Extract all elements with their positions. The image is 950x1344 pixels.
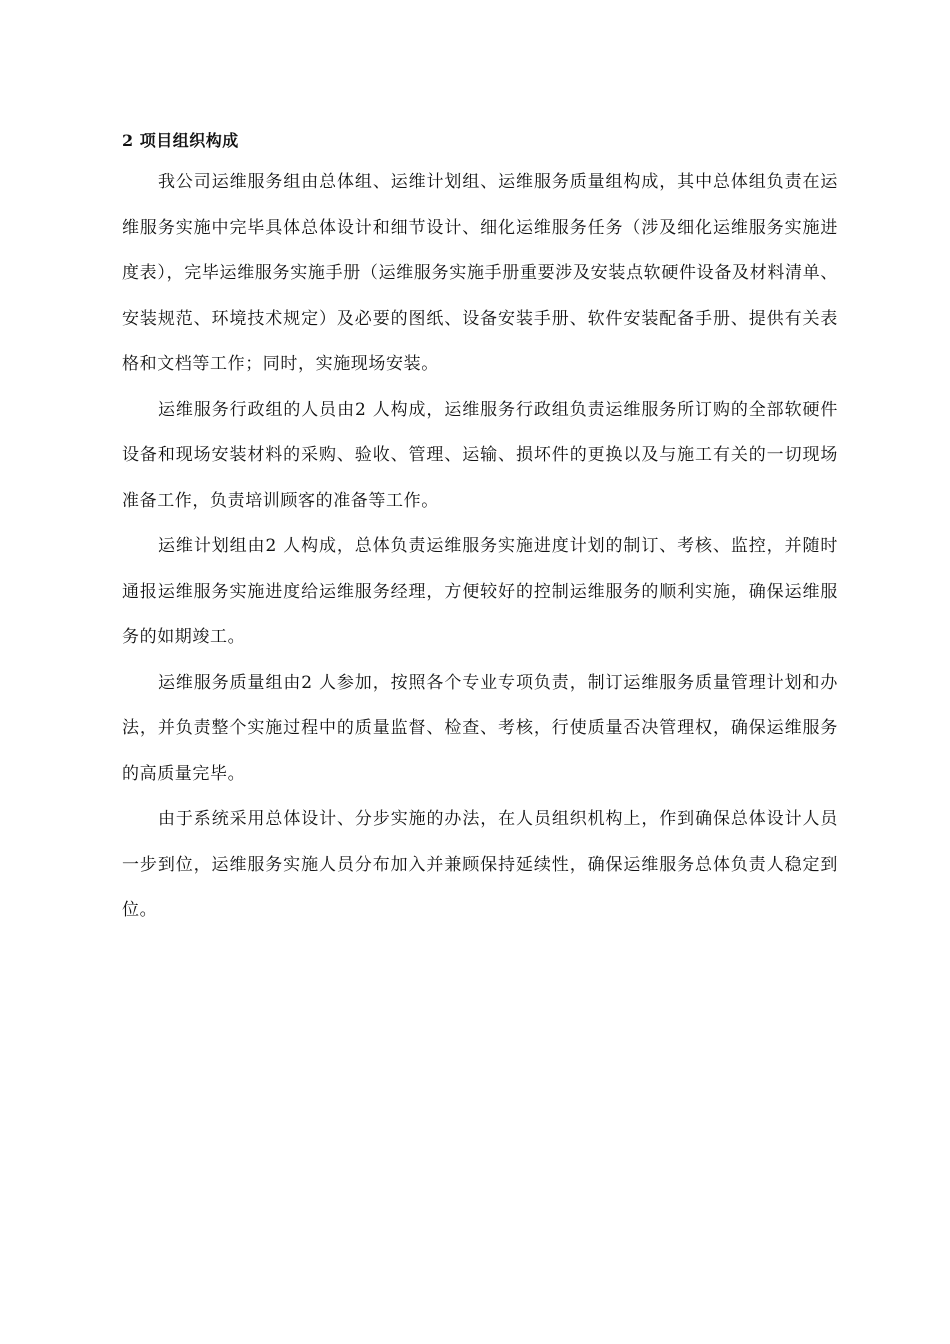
paragraph-planning-group: 运维计划组由2 人构成，总体负责运维服务实施进度计划的制订、考核、监控，并随时通报运维服务实施进度给运维服务经理，方便较好的控制运维服务的顺利实施，确保运维服务的如期竣工。 <box>122 536 838 647</box>
document-body <box>122 160 838 934</box>
paragraph-admin-group: 运维服务行政组的人员由2 人构成，运维服务行政组负责运维服务所订购的全部软硬件设备和现场安装材料的采购、验收、管理、运输、损坏件的更换以及与施工有关的一切现场准备工作，负责培训顾客的准备等工作。 <box>122 399 838 511</box>
paragraph-summary: 由于系统采用总体设计、分步实施的办法，在人员组织机构上，作到确保总体设计人员一步到位，运维服务实施人员分布加入并兼顾保持延续性，确保运维服务总体负责人稳定到位。 <box>122 809 838 920</box>
paragraph-organization: 我公司运维服务组由总体组、运维计划组、运维服务质量组构成，其中总体组负责在运维服务实施中完毕具体总体设计和细节设计、细化运维服务任务（涉及细化运维服务实施进度表），完毕运维服务实施手册（运维服务实施手册重要涉及安装点软硬件设备及材料清单、安装规范、环境技术规定）及必要的图纸、设备安装手册、软件安装配备手册、提供有关表格和文档等工作；同时，实施现场安装。 <box>122 172 838 374</box>
paragraph-quality-group: 运维服务质量组由2 人参加，按照各个专业专项负责，制订运维服务质量管理计划和办法，并负责整个实施过程中的质量监督、检查、考核，行使质量否决管理权，确保运维服务的高质量完毕。 <box>122 672 838 784</box>
section-heading: 2 项目组织构成 <box>122 131 239 150</box>
